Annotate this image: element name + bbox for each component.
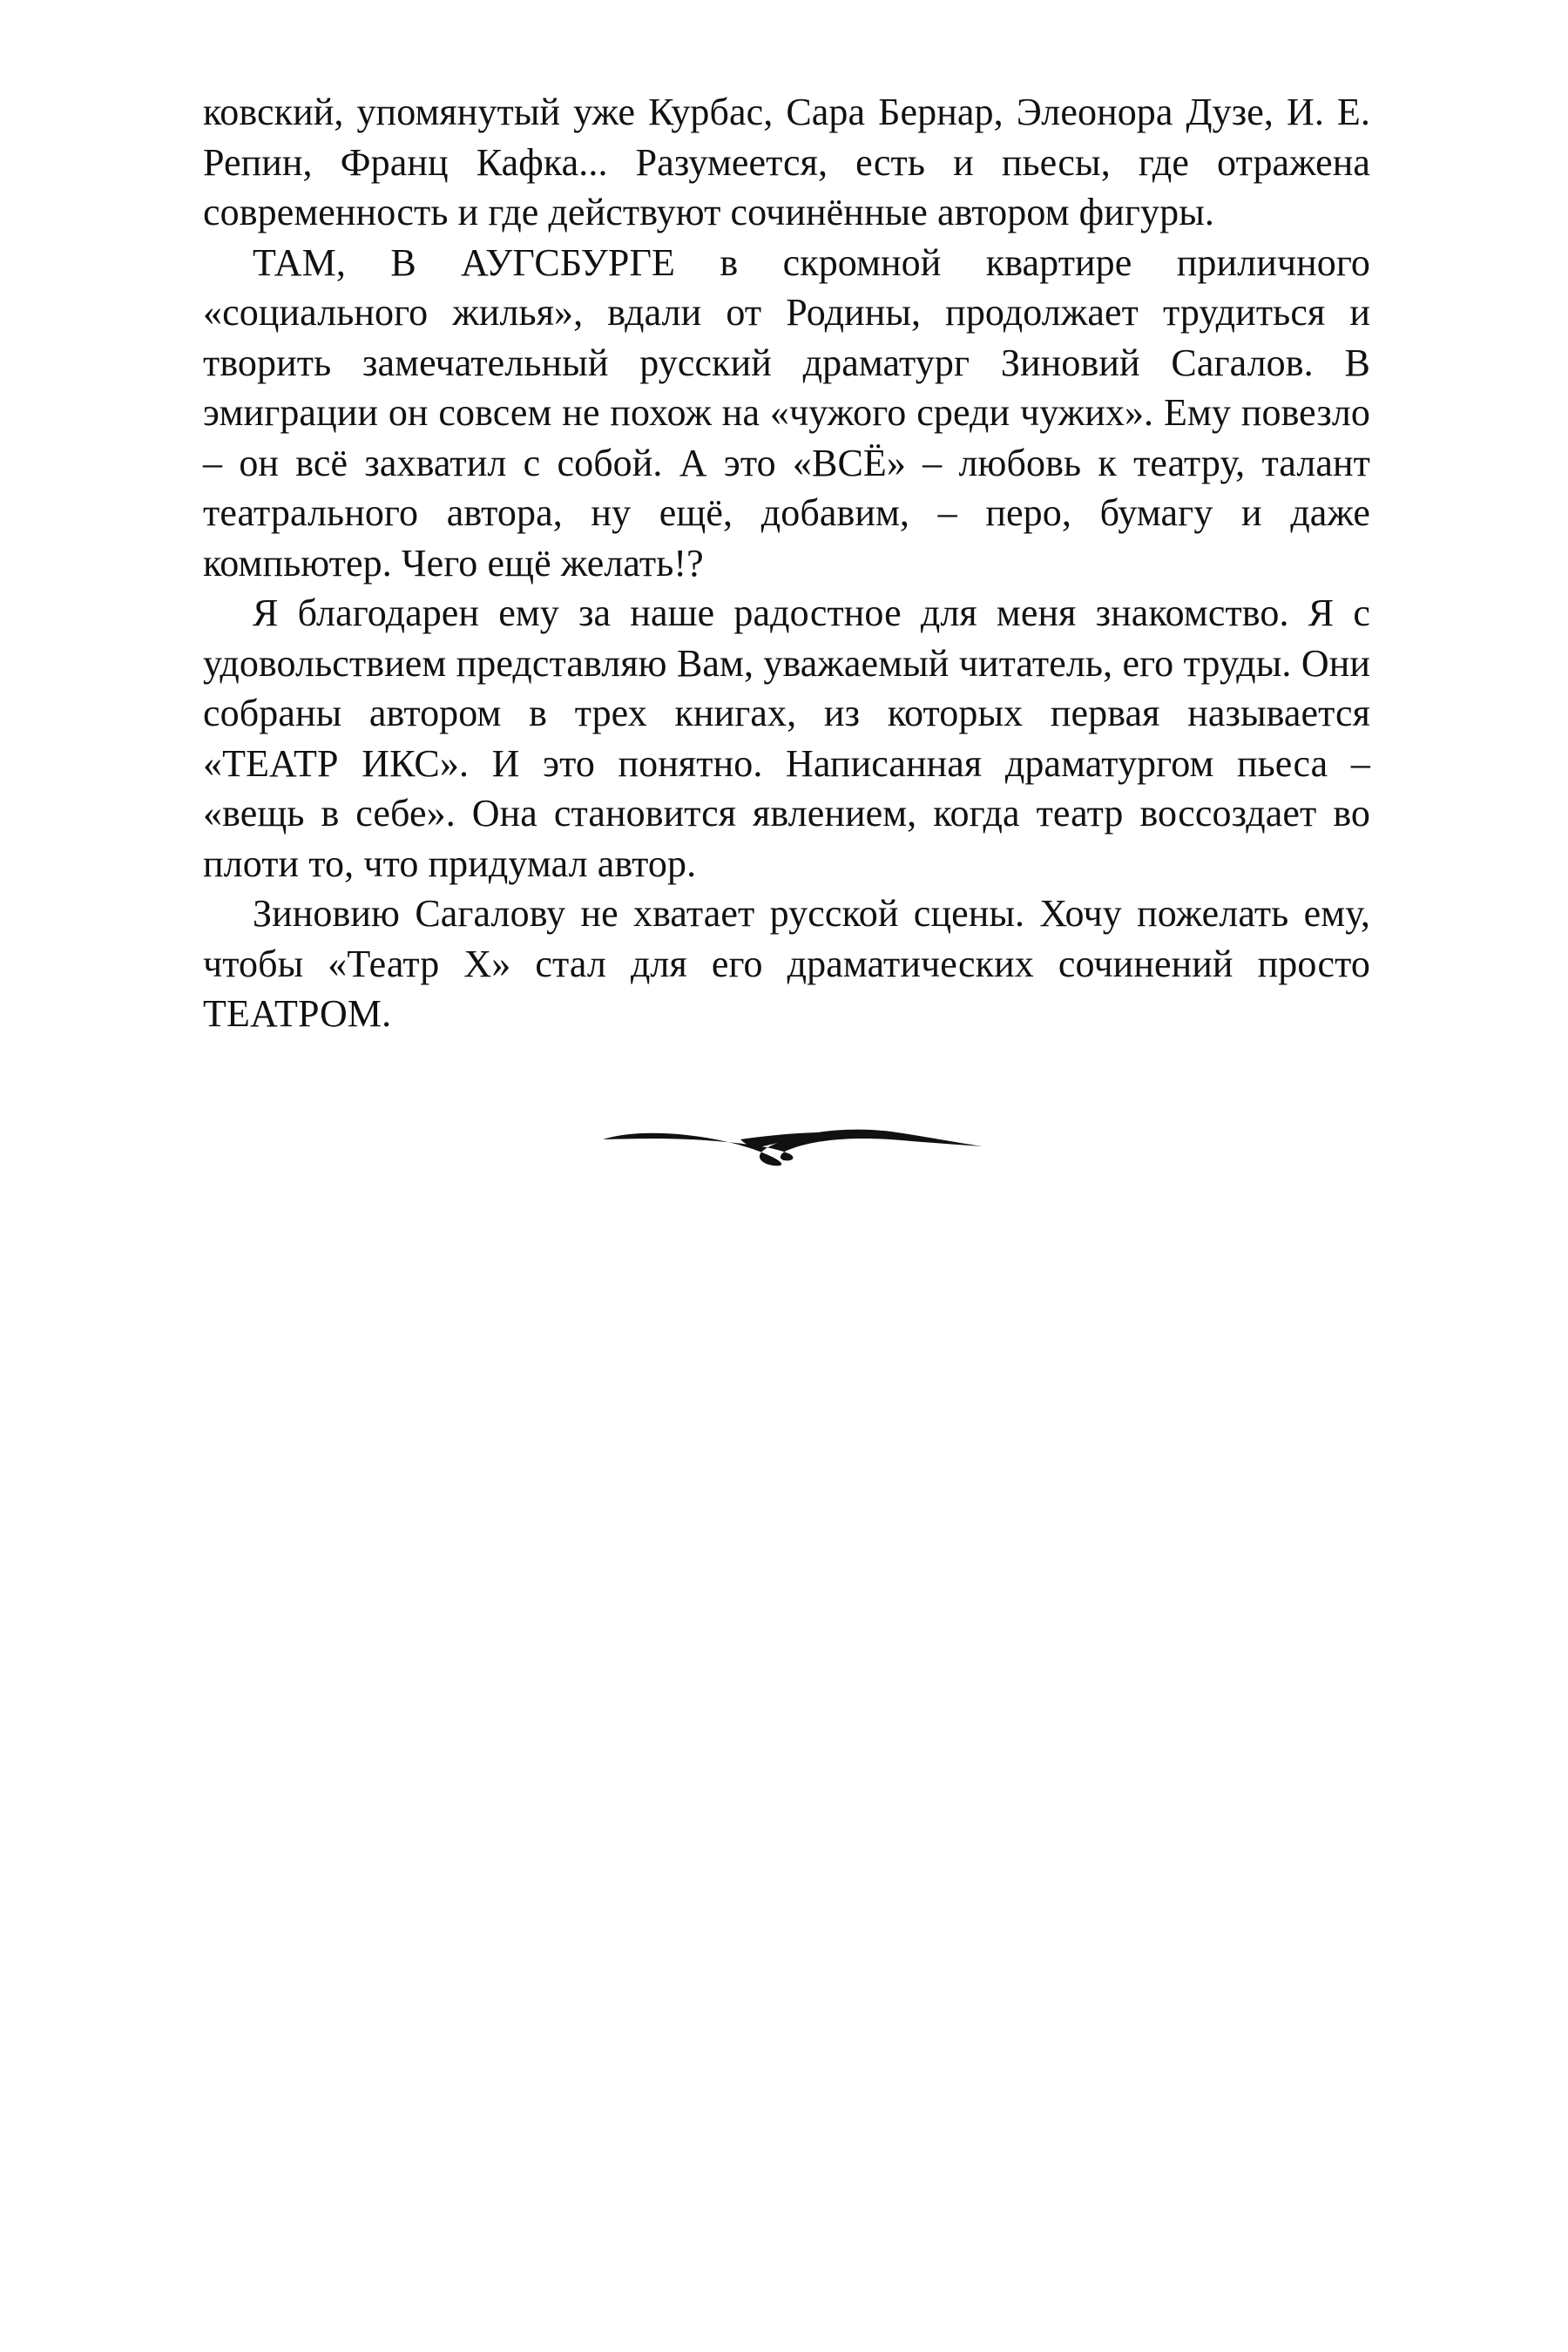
paragraph-gratitude: Я благодарен ему за наше радостное для меня знакомство. Я с удовольствием представляю Вам, уважаемый читатель, его труды. Они собраны автором в трех книгах, из которых первая называется «ТЕАТР ИКС». И это понятно. Написанная драматургом пьеса – «вещь в себе». Она становится явлением, когда театр воссоздает во плоти то, что придумал автор. [203, 591, 1370, 885]
page-body [203, 87, 1370, 1039]
swash-divider-icon [601, 1113, 984, 1174]
paragraph-augsburg: ТАМ, В АУГСБУРГЕ в скромной квартире приличного «социального жилья», вдали от Родины, продолжает трудиться и творить замечательный русский драматург Зиновий Сагалов. В эмиграции он совсем не похож на «чужого среди чужих». Ему повезло – он всё захватил с собой. А это «ВСЁ» – любовь к театру, талант театрального автора, ну ещё, добавим, – перо, бумагу и даже компьютер. Чего ещё желать!? [203, 240, 1370, 585]
text-block [203, 87, 1370, 1039]
paragraph-continuation: ковский, упомянутый уже Курбас, Сара Бернар, Элеонора Дузе, И. Е. Репин, Франц Кафка... Разумеется, есть и пьесы, где отражена современность и где действуют сочинённые автором фигуры. [203, 91, 1370, 233]
paragraph-closing: Зиновию Сагалову не хватает русской сцены. Хочу пожелать ему, чтобы «Театр Х» стал для его драматических сочинений просто ТЕАТРОМ. [203, 892, 1370, 1035]
